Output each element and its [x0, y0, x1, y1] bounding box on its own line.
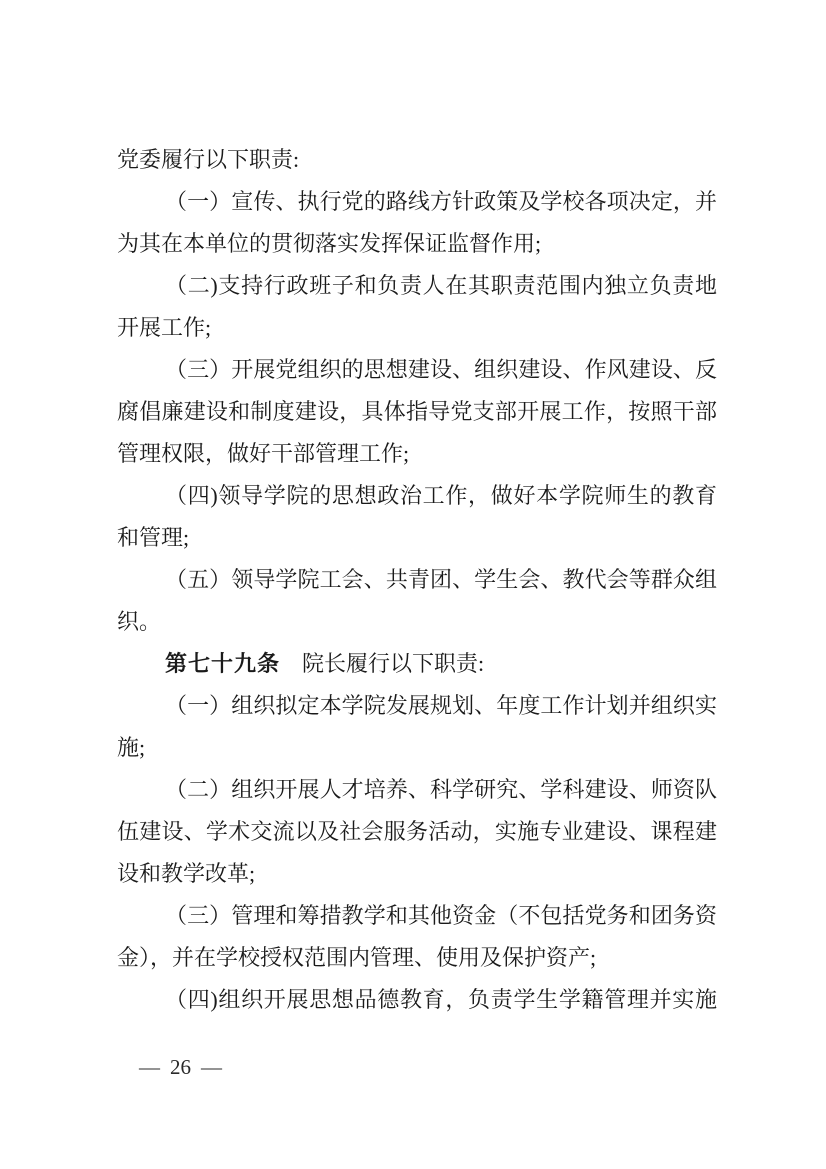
text-line: 伍建设、学术交流以及社会服务活动，实施专业建设、课程建 [117, 819, 717, 844]
article-number: 第七十九条 [165, 651, 281, 676]
text-line: 开展工作; [117, 315, 212, 340]
text-line: （二)支持行政班子和负责人在其职责范围内独立负责地 [165, 273, 717, 298]
text-line: （二）组织开展人才培养、科学研究、学科建设、师资队 [165, 777, 717, 802]
article-heading-text: 院长履行以下职责: [302, 651, 485, 676]
text-line: （一）组织拟定本学院发展规划、年度工作计划并组织实 [165, 693, 717, 718]
text-line: 党委履行以下职责: [117, 147, 300, 172]
text-block [117, 139, 717, 1021]
text-line: 腐倡廉建设和制度建设，具体指导党支部开展工作，按照干部 [117, 399, 717, 424]
text-line: （五）领导学院工会、共青团、学生会、教代会等群众组 [165, 567, 717, 592]
page-footer [139, 1052, 222, 1082]
text-line: （四)领导学院的思想政治工作，做好本学院师生的教育 [165, 483, 717, 508]
text-line: 管理权限，做好干部管理工作; [117, 441, 410, 466]
footer-dash-left: — [139, 1055, 160, 1079]
text-line: 和管理; [117, 525, 190, 550]
text-line: （一）宣传、执行党的路线方针政策及学校各项决定，并 [165, 189, 717, 214]
text-line: 金），并在学校授权范围内管理、使用及保护资产; [117, 945, 597, 970]
text-line: （四)组织开展思想品德教育，负责学生学籍管理并实施 [165, 987, 717, 1012]
text-line: 为其在本单位的贯彻落实发挥保证监督作用; [117, 231, 542, 256]
footer-dash-right: — [201, 1055, 222, 1079]
text-line: （三）管理和筹措教学和其他资金（不包括党务和团务资 [165, 903, 717, 928]
text-line: 施; [117, 735, 146, 760]
page-number: 26 [170, 1055, 191, 1079]
text-line: （三）开展党组织的思想建设、组织建设、作风建设、反 [165, 357, 717, 382]
text-line: 设和教学改革; [117, 861, 256, 886]
text-line: 织。 [117, 609, 162, 634]
article-heading-line [117, 643, 717, 685]
